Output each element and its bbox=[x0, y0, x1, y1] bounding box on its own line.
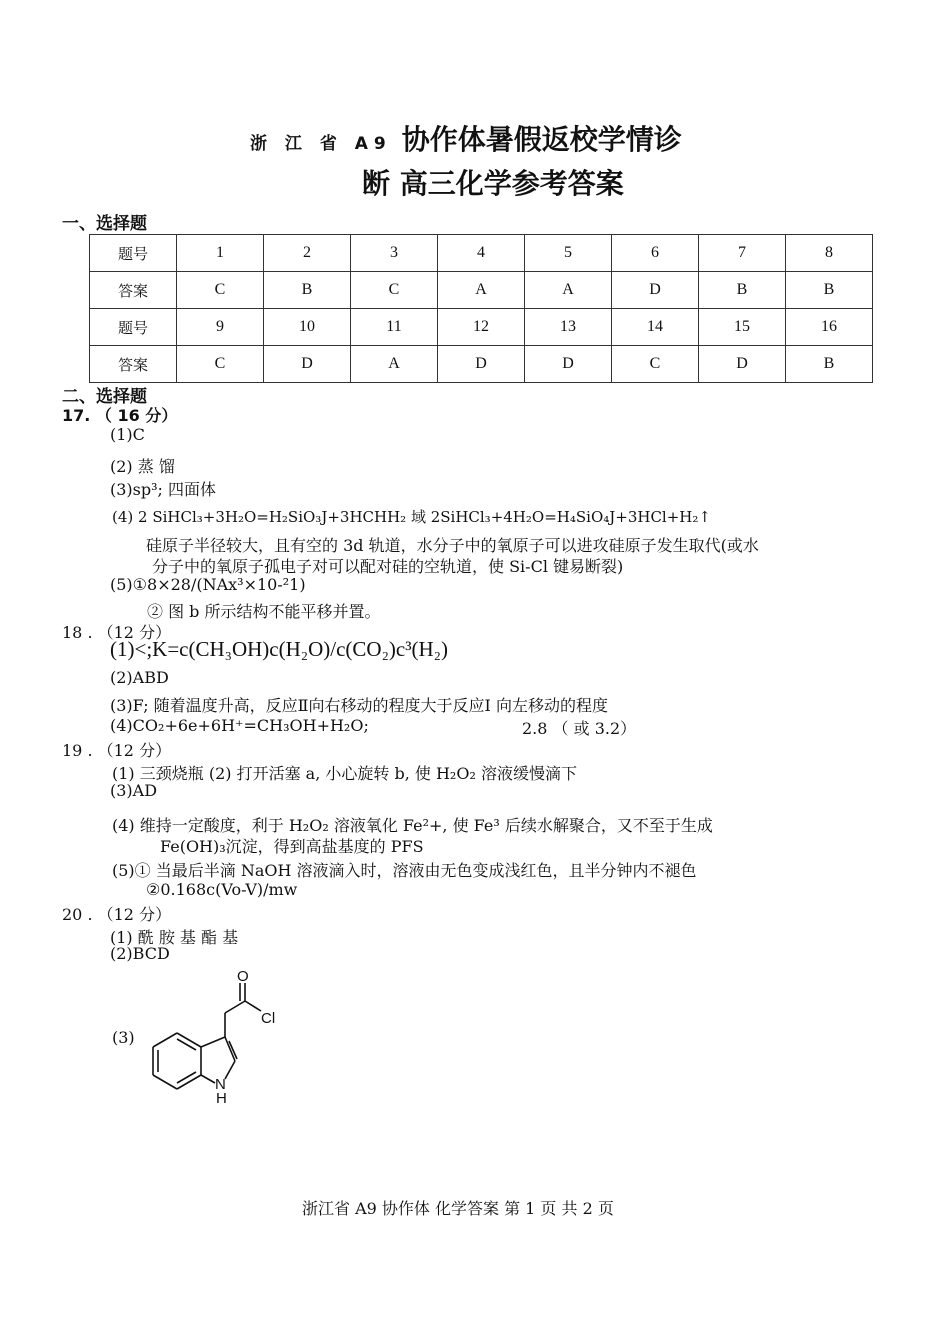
table-cell: B bbox=[786, 272, 873, 309]
indole-acetyl-chloride-structure bbox=[145, 965, 285, 1105]
table-row bbox=[90, 235, 873, 272]
q19-answer-4: (4) 维持一定酸度，利于 H₂O₂ 溶液氧化 Fe²+, 使 Fe³ 后续水解聚合，又不至于生成 bbox=[112, 816, 713, 835]
table-cell: 4 bbox=[438, 235, 525, 272]
bond bbox=[225, 1037, 235, 1061]
bond bbox=[225, 1001, 245, 1013]
table-cell: 15 bbox=[699, 309, 786, 346]
q19-answer-3: (3)AD bbox=[110, 781, 158, 800]
section-1-heading: 一、选择题 bbox=[62, 214, 147, 234]
table-cell: 8 bbox=[786, 235, 873, 272]
row-label: 答案 bbox=[90, 272, 177, 309]
table-row bbox=[90, 346, 873, 383]
atom-h: H bbox=[216, 1090, 227, 1105]
q20-answer-1: (1) 酰 胺 基 酯 基 bbox=[110, 928, 239, 947]
q20-answer-2: (2)BCD bbox=[110, 944, 170, 963]
bond bbox=[245, 1001, 261, 1011]
bond bbox=[201, 1075, 215, 1083]
q18-answer-4: (4)CO₂+6e+6H⁺=CH₃OH+H₂O; bbox=[110, 716, 369, 735]
q17-answer-4-explanation-2: 分子中的氧原子孤电子对可以配对硅的空轨道，使 Si-Cl 键易断裂) bbox=[152, 557, 624, 576]
row-label: 题号 bbox=[90, 235, 177, 272]
table-cell: A bbox=[351, 346, 438, 383]
table-cell: C bbox=[612, 346, 699, 383]
q17-answer-1: (1)C bbox=[110, 425, 145, 444]
q19-header: 19 . （12 分） bbox=[62, 741, 172, 760]
double-bond bbox=[177, 1039, 196, 1050]
q19-answer-4b: Fe(OH)₃沉淀，得到高盐基度的 PFS bbox=[160, 837, 424, 856]
table-cell: 13 bbox=[525, 309, 612, 346]
table-cell: B bbox=[786, 346, 873, 383]
q19-answer-5b: ②0.168c(Vo-V)/mw bbox=[146, 880, 298, 899]
q17-answer-4: (4) 2 SiHCl₃+3H₂O=H₂SiO₃J+3HCHH₂ 域 2SiHCl₃+4H₂O=H₄SiO₄J+3HCl+H₂↑ bbox=[112, 508, 711, 526]
q19-answer-1-2: (1) 三颈烧瓶 (2) 打开活塞 a, 小心旋转 b, 使 H₂O₂ 溶液缓慢滴下 bbox=[112, 764, 577, 783]
atom-cl: Cl bbox=[261, 1010, 276, 1027]
atom-n: N bbox=[215, 1076, 226, 1093]
q18-answer-3: (3)F; 随着温度升高，反应Ⅱ向右移动的程度大于反应Ⅰ 向左移动的程度 bbox=[110, 696, 608, 715]
table-cell: 5 bbox=[525, 235, 612, 272]
table-cell: 12 bbox=[438, 309, 525, 346]
table-cell: D bbox=[438, 346, 525, 383]
table-cell: 2 bbox=[264, 235, 351, 272]
table-cell: 14 bbox=[612, 309, 699, 346]
table-cell: C bbox=[177, 346, 264, 383]
double-bond bbox=[177, 1072, 196, 1083]
table-cell: D bbox=[525, 346, 612, 383]
section-2-heading: 二、选择题 bbox=[62, 387, 147, 407]
bond bbox=[177, 1075, 201, 1089]
table-cell: D bbox=[699, 346, 786, 383]
table-cell: 11 bbox=[351, 309, 438, 346]
q18-answer-1: (1)<;K=c(CH₃OH)c(H₂O)/c(CO₂)c³(H₂) bbox=[110, 637, 448, 661]
q19-answer-5: (5)① 当最后半滴 NaOH 溶液滴入时，溶液由无色变成浅红色，且半分钟内不褪色 bbox=[112, 861, 697, 880]
q18-answer-4b: 2.8 （ 或 3.2） bbox=[522, 719, 637, 738]
table-cell: 10 bbox=[264, 309, 351, 346]
atom-o: O bbox=[237, 968, 249, 985]
table-cell: 16 bbox=[786, 309, 873, 346]
q17-header: 17. （ 16 分） bbox=[62, 406, 178, 425]
q17-answer-5: (5)①8×28/(NAx³×10-²1) bbox=[110, 575, 306, 594]
table-cell: B bbox=[699, 272, 786, 309]
title-main-1: 协作体暑假返校学情诊 bbox=[401, 123, 682, 156]
table-cell: C bbox=[351, 272, 438, 309]
bond bbox=[225, 1061, 235, 1079]
table-cell: B bbox=[264, 272, 351, 309]
table-cell: A bbox=[525, 272, 612, 309]
table-cell: 7 bbox=[699, 235, 786, 272]
table-cell: 9 bbox=[177, 309, 264, 346]
bond bbox=[153, 1033, 177, 1047]
table-cell: 6 bbox=[612, 235, 699, 272]
q17-answer-5b: ② 图 b 所示结构不能平移并置。 bbox=[147, 602, 381, 621]
row-label: 题号 bbox=[90, 309, 177, 346]
q18-header: 18 . （12 分） bbox=[62, 623, 172, 642]
table-cell: A bbox=[438, 272, 525, 309]
table-cell: 1 bbox=[177, 235, 264, 272]
bond bbox=[201, 1037, 225, 1047]
bond bbox=[153, 1075, 177, 1089]
q17-answer-2: (2) 蒸 馏 bbox=[110, 457, 175, 476]
table-row bbox=[90, 272, 873, 309]
table-row bbox=[90, 309, 873, 346]
bond bbox=[177, 1033, 201, 1047]
title-line-1 bbox=[250, 118, 682, 158]
q20-answer-3: (3) bbox=[112, 1028, 135, 1047]
table-cell: C bbox=[177, 272, 264, 309]
answer-table bbox=[89, 234, 873, 383]
q17-answer-3: (3)sp³; 四面体 bbox=[110, 480, 217, 499]
page-footer: 浙江省 A9 协作体 化学答案 第 1 页 共 2 页 bbox=[302, 1199, 614, 1218]
q17-answer-4-explanation-1: 硅原子半径较大，且有空的 3d 轨道，水分子中的氧原子可以进攻硅原子发生取代(或水 bbox=[146, 536, 759, 555]
title-prefix: 浙 江 省 A9 bbox=[250, 134, 392, 154]
q18-answer-2: (2)ABD bbox=[110, 668, 169, 687]
row-label: 答案 bbox=[90, 346, 177, 383]
title-line-2: 断 高三化学参考答案 bbox=[362, 167, 624, 200]
q20-header: 20 . （12 分） bbox=[62, 905, 172, 924]
table-cell: 3 bbox=[351, 235, 438, 272]
table-cell: D bbox=[612, 272, 699, 309]
table-cell: D bbox=[264, 346, 351, 383]
